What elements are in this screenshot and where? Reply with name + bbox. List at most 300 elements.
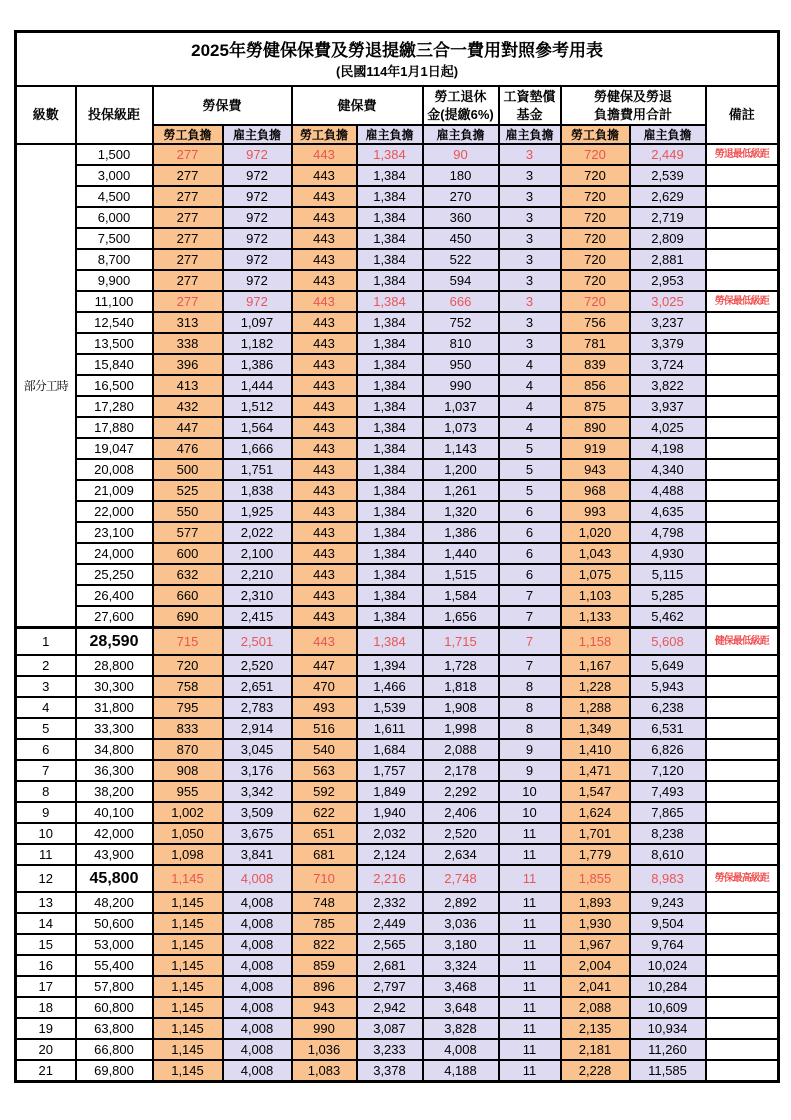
wage-fund-employer-cell: 8 [499,718,561,739]
total-employer-cell: 9,764 [630,934,706,955]
health-insurance-employee-cell: 443 [292,375,357,396]
labor-insurance-employer-cell: 972 [223,228,292,249]
table-row [16,207,779,228]
health-insurance-employer-cell: 1,384 [357,396,423,417]
remark-cell [706,892,779,913]
table-row [16,543,779,564]
health-insurance-employee-cell: 990 [292,1018,357,1039]
total-employer-cell: 9,243 [630,892,706,913]
health-insurance-employer-cell: 1,684 [357,739,423,760]
health-insurance-employee-cell: 822 [292,934,357,955]
pension-employer-cell: 1,440 [423,543,499,564]
subheader-health-employee: 勞工負擔 [292,125,357,144]
remark-cell [706,585,779,606]
health-insurance-employer-cell: 2,216 [357,865,423,892]
labor-insurance-employee-cell: 277 [153,228,223,249]
subheader-labor-employer: 雇主負擔 [223,125,292,144]
labor-insurance-employee-cell: 277 [153,249,223,270]
total-employee-cell: 2,135 [561,1018,630,1039]
table-row [16,228,779,249]
total-employer-cell: 11,585 [630,1060,706,1082]
remark-cell [706,976,779,997]
level-cell: 18 [16,997,76,1018]
table-row [16,438,779,459]
total-employee-cell: 1,893 [561,892,630,913]
labor-insurance-employee-cell: 720 [153,655,223,676]
labor-insurance-employer-cell: 972 [223,249,292,270]
table-row [16,802,779,823]
health-insurance-employee-cell: 443 [292,228,357,249]
bracket-cell: 6,000 [76,207,153,228]
health-insurance-employer-cell: 1,384 [357,228,423,249]
subheader-health-employer: 雇主負擔 [357,125,423,144]
wage-fund-employer-cell: 11 [499,1039,561,1060]
table-row [16,165,779,186]
wage-fund-employer-cell: 3 [499,312,561,333]
bracket-cell: 36,300 [76,760,153,781]
wage-fund-employer-cell: 8 [499,697,561,718]
health-insurance-employer-cell: 1,757 [357,760,423,781]
labor-insurance-employee-cell: 277 [153,270,223,291]
remark-cell [706,697,779,718]
pension-employer-cell: 360 [423,207,499,228]
wage-fund-employer-cell: 11 [499,892,561,913]
bracket-cell: 48,200 [76,892,153,913]
wage-fund-employer-cell: 7 [499,628,561,656]
table-row [16,480,779,501]
bracket-cell: 17,880 [76,417,153,438]
total-employer-cell: 5,649 [630,655,706,676]
total-employee-cell: 1,103 [561,585,630,606]
labor-insurance-employer-cell: 4,008 [223,955,292,976]
remark-cell [706,501,779,522]
total-employee-cell: 720 [561,228,630,249]
bracket-cell: 20,008 [76,459,153,480]
bracket-cell: 69,800 [76,1060,153,1082]
bracket-cell: 22,000 [76,501,153,522]
pension-employer-cell: 950 [423,354,499,375]
total-employer-cell: 4,798 [630,522,706,543]
wage-fund-employer-cell: 11 [499,955,561,976]
bracket-cell: 12,540 [76,312,153,333]
col-header-remark: 備註 [706,86,779,144]
pension-employer-cell: 1,818 [423,676,499,697]
labor-insurance-employer-cell: 972 [223,186,292,207]
total-employer-cell: 7,493 [630,781,706,802]
health-insurance-employer-cell: 1,384 [357,417,423,438]
health-insurance-employer-cell: 1,384 [357,438,423,459]
total-employee-cell: 1,779 [561,844,630,865]
labor-insurance-employer-cell: 4,008 [223,1039,292,1060]
labor-insurance-employer-cell: 1,925 [223,501,292,522]
labor-insurance-employee-cell: 690 [153,606,223,628]
total-employer-cell: 3,025 [630,291,706,312]
wage-fund-employer-cell: 5 [499,438,561,459]
bracket-cell: 40,100 [76,802,153,823]
remark-cell [706,564,779,585]
remark-cell [706,802,779,823]
remark-cell [706,760,779,781]
wage-fund-employer-cell: 3 [499,165,561,186]
total-employee-cell: 720 [561,144,630,165]
total-employer-cell: 10,024 [630,955,706,976]
wage-fund-employer-cell: 9 [499,760,561,781]
labor-insurance-employee-cell: 447 [153,417,223,438]
bracket-cell: 27,600 [76,606,153,628]
level-cell: 15 [16,934,76,955]
health-insurance-employee-cell: 443 [292,249,357,270]
labor-insurance-employee-cell: 277 [153,144,223,165]
wage-fund-employer-cell: 10 [499,802,561,823]
col-header-pension [423,86,499,125]
health-insurance-employee-cell: 443 [292,165,357,186]
labor-insurance-employee-cell: 1,145 [153,1018,223,1039]
health-insurance-employee-cell: 443 [292,396,357,417]
level-cell: 12 [16,865,76,892]
wage-fund-employer-cell: 9 [499,739,561,760]
table-row [16,354,779,375]
total-employer-cell: 5,285 [630,585,706,606]
total-employee-cell: 1,410 [561,739,630,760]
total-employer-cell: 3,379 [630,333,706,354]
labor-insurance-employee-cell: 396 [153,354,223,375]
bracket-cell: 28,590 [76,628,153,656]
pension-employer-cell: 270 [423,186,499,207]
pension-employer-cell: 3,036 [423,913,499,934]
total-employer-cell: 2,629 [630,186,706,207]
table-row [16,892,779,913]
total-employer-cell: 8,610 [630,844,706,865]
remark-cell [706,207,779,228]
wage-fund-employer-cell: 4 [499,375,561,396]
total-employee-cell: 1,349 [561,718,630,739]
labor-insurance-employer-cell: 4,008 [223,1018,292,1039]
level-cell: 1 [16,628,76,656]
bracket-cell: 13,500 [76,333,153,354]
health-insurance-employer-cell: 1,384 [357,186,423,207]
labor-insurance-employer-cell: 2,520 [223,655,292,676]
table-row [16,739,779,760]
remark-cell [706,459,779,480]
bracket-cell: 24,000 [76,543,153,564]
remark-cell [706,739,779,760]
table-row [16,976,779,997]
level-cell: 21 [16,1060,76,1082]
col-header-health-insurance: 健保費 [292,86,423,125]
health-insurance-employee-cell: 651 [292,823,357,844]
total-employer-cell: 6,531 [630,718,706,739]
remark-cell: 健保最低級距 [706,628,779,656]
labor-insurance-employee-cell: 432 [153,396,223,417]
health-insurance-employer-cell: 1,384 [357,459,423,480]
remark-cell [706,913,779,934]
wage-fund-employer-cell: 11 [499,1018,561,1039]
title-row [16,32,779,87]
bracket-cell: 50,600 [76,913,153,934]
health-insurance-employee-cell: 540 [292,739,357,760]
total-employer-cell: 9,504 [630,913,706,934]
subheader-total-employer: 雇主負擔 [630,125,706,144]
health-insurance-employer-cell: 1,384 [357,501,423,522]
labor-insurance-employee-cell: 955 [153,781,223,802]
col-header-level: 級數 [16,86,76,144]
health-insurance-employee-cell: 710 [292,865,357,892]
labor-insurance-employer-cell: 1,751 [223,459,292,480]
labor-insurance-employer-cell: 1,564 [223,417,292,438]
pension-employer-cell: 3,324 [423,955,499,976]
pension-employer-cell: 3,468 [423,976,499,997]
bracket-cell: 42,000 [76,823,153,844]
table-row [16,186,779,207]
labor-insurance-employer-cell: 4,008 [223,1060,292,1082]
labor-insurance-employer-cell: 2,783 [223,697,292,718]
total-employee-cell: 1,133 [561,606,630,628]
table-row [16,522,779,543]
table-row [16,934,779,955]
health-insurance-employer-cell: 2,681 [357,955,423,976]
table-body [16,144,779,1082]
level-cell: 10 [16,823,76,844]
pension-employer-cell: 3,180 [423,934,499,955]
labor-insurance-employee-cell: 525 [153,480,223,501]
level-cell: 3 [16,676,76,697]
health-insurance-employer-cell: 1,466 [357,676,423,697]
bracket-cell: 30,300 [76,676,153,697]
total-employee-cell: 919 [561,438,630,459]
wage-fund-employer-cell: 3 [499,333,561,354]
bracket-cell: 28,800 [76,655,153,676]
total-employee-cell: 720 [561,207,630,228]
remark-cell [706,844,779,865]
labor-insurance-employee-cell: 1,145 [153,892,223,913]
page-subtitle: (民國114年1月1日起) [336,64,459,80]
health-insurance-employer-cell: 1,384 [357,312,423,333]
total-employee-cell: 1,701 [561,823,630,844]
table-row [16,312,779,333]
labor-insurance-employee-cell: 550 [153,501,223,522]
subheader-labor-employee: 勞工負擔 [153,125,223,144]
health-insurance-employer-cell: 1,384 [357,354,423,375]
level-cell: 5 [16,718,76,739]
labor-insurance-employee-cell: 1,145 [153,976,223,997]
total-employee-cell: 1,547 [561,781,630,802]
total-employee-cell: 1,967 [561,934,630,955]
wage-fund-employer-cell: 3 [499,207,561,228]
bracket-cell: 63,800 [76,1018,153,1039]
bracket-cell: 60,800 [76,997,153,1018]
total-employer-cell: 6,826 [630,739,706,760]
total-employer-cell: 5,943 [630,676,706,697]
labor-insurance-employer-cell: 2,651 [223,676,292,697]
pension-line2: 金(提繳6%) [427,106,494,122]
bracket-cell: 57,800 [76,976,153,997]
bracket-cell: 21,009 [76,480,153,501]
bracket-cell: 45,800 [76,865,153,892]
fee-reference-table [14,30,780,1083]
table-row [16,249,779,270]
table-row [16,628,779,656]
health-insurance-employee-cell: 592 [292,781,357,802]
wage-fund-employer-cell: 11 [499,844,561,865]
total-employee-cell: 968 [561,480,630,501]
labor-insurance-employer-cell: 2,914 [223,718,292,739]
health-insurance-employee-cell: 443 [292,333,357,354]
table-row [16,585,779,606]
total-employee-cell: 856 [561,375,630,396]
bracket-cell: 16,500 [76,375,153,396]
labor-insurance-employer-cell: 3,841 [223,844,292,865]
health-insurance-employee-cell: 443 [292,186,357,207]
wage-fund-employer-cell: 7 [499,655,561,676]
labor-insurance-employer-cell: 2,501 [223,628,292,656]
labor-insurance-employee-cell: 313 [153,312,223,333]
remark-cell [706,312,779,333]
pension-employer-cell: 2,892 [423,892,499,913]
remark-cell: 勞保最低級距 [706,291,779,312]
labor-insurance-employee-cell: 1,098 [153,844,223,865]
health-insurance-employee-cell: 1,036 [292,1039,357,1060]
pension-employer-cell: 2,292 [423,781,499,802]
labor-insurance-employer-cell: 4,008 [223,913,292,934]
pension-employer-cell: 3,828 [423,1018,499,1039]
labor-insurance-employer-cell: 1,097 [223,312,292,333]
bracket-cell: 9,900 [76,270,153,291]
pension-employer-cell: 2,520 [423,823,499,844]
labor-insurance-employer-cell: 1,512 [223,396,292,417]
health-insurance-employer-cell: 1,384 [357,333,423,354]
pension-employer-cell: 1,143 [423,438,499,459]
bracket-cell: 55,400 [76,955,153,976]
total-employee-cell: 839 [561,354,630,375]
total-employer-cell: 6,238 [630,697,706,718]
total-employer-cell: 3,937 [630,396,706,417]
pension-employer-cell: 90 [423,144,499,165]
labor-insurance-employee-cell: 1,145 [153,1060,223,1082]
wage-fund-line1: 工資墊償 [503,88,556,104]
table-row [16,606,779,628]
bracket-cell: 31,800 [76,697,153,718]
table-row [16,1039,779,1060]
labor-insurance-employer-cell: 1,444 [223,375,292,396]
pension-employer-cell: 1,584 [423,585,499,606]
pension-employer-cell: 2,406 [423,802,499,823]
pension-employer-cell: 1,728 [423,655,499,676]
labor-insurance-employer-cell: 972 [223,270,292,291]
health-insurance-employee-cell: 443 [292,606,357,628]
pension-employer-cell: 180 [423,165,499,186]
remark-cell: 勞退最低級距 [706,144,779,165]
labor-insurance-employer-cell: 4,008 [223,934,292,955]
pension-employer-cell: 1,908 [423,697,499,718]
level-cell: 16 [16,955,76,976]
level-cell: 14 [16,913,76,934]
table-row [16,697,779,718]
labor-insurance-employee-cell: 1,145 [153,997,223,1018]
labor-insurance-employer-cell: 3,675 [223,823,292,844]
remark-cell: 勞保最高級距 [706,865,779,892]
remark-cell [706,249,779,270]
total-employee-cell: 2,181 [561,1039,630,1060]
health-insurance-employee-cell: 443 [292,144,357,165]
labor-insurance-employee-cell: 277 [153,291,223,312]
wage-fund-employer-cell: 11 [499,823,561,844]
table-row [16,1060,779,1082]
level-cell: 8 [16,781,76,802]
pension-employer-cell: 990 [423,375,499,396]
health-insurance-employee-cell: 443 [292,312,357,333]
bracket-cell: 38,200 [76,781,153,802]
labor-insurance-employee-cell: 1,145 [153,934,223,955]
level-cell: 4 [16,697,76,718]
total-employee-cell: 993 [561,501,630,522]
labor-insurance-employer-cell: 2,100 [223,543,292,564]
health-insurance-employee-cell: 681 [292,844,357,865]
health-insurance-employee-cell: 896 [292,976,357,997]
total-employer-cell: 5,608 [630,628,706,656]
pension-employer-cell: 1,073 [423,417,499,438]
total-employee-cell: 1,624 [561,802,630,823]
bracket-cell: 66,800 [76,1039,153,1060]
table-row [16,760,779,781]
health-insurance-employee-cell: 1,083 [292,1060,357,1082]
total-employer-cell: 2,539 [630,165,706,186]
remark-cell [706,354,779,375]
bracket-cell: 8,700 [76,249,153,270]
pension-employer-cell: 2,088 [423,739,499,760]
table-row [16,955,779,976]
health-insurance-employer-cell: 1,849 [357,781,423,802]
health-insurance-employee-cell: 443 [292,564,357,585]
total-employer-cell: 4,488 [630,480,706,501]
pension-employer-cell: 1,515 [423,564,499,585]
remark-cell [706,655,779,676]
health-insurance-employer-cell: 1,384 [357,543,423,564]
labor-insurance-employee-cell: 660 [153,585,223,606]
remark-cell [706,955,779,976]
health-insurance-employer-cell: 3,378 [357,1060,423,1082]
pension-employer-cell: 450 [423,228,499,249]
total-employer-cell: 7,120 [630,760,706,781]
remark-cell [706,781,779,802]
table-row [16,781,779,802]
health-insurance-employer-cell: 1,384 [357,564,423,585]
labor-insurance-employee-cell: 795 [153,697,223,718]
wage-fund-employer-cell: 7 [499,606,561,628]
table-row [16,718,779,739]
labor-insurance-employer-cell: 4,008 [223,997,292,1018]
table-row [16,501,779,522]
health-insurance-employer-cell: 1,539 [357,697,423,718]
subheader-total-employee: 勞工負擔 [561,125,630,144]
pension-employer-cell: 522 [423,249,499,270]
remark-cell [706,417,779,438]
health-insurance-employer-cell: 1,384 [357,270,423,291]
wage-fund-employer-cell: 6 [499,564,561,585]
labor-insurance-employee-cell: 870 [153,739,223,760]
remark-cell [706,543,779,564]
total-employee-cell: 720 [561,165,630,186]
remark-cell [706,676,779,697]
labor-insurance-employee-cell: 1,002 [153,802,223,823]
total-employer-cell: 3,724 [630,354,706,375]
labor-insurance-employer-cell: 1,838 [223,480,292,501]
total-employer-cell: 8,983 [630,865,706,892]
labor-insurance-employee-cell: 632 [153,564,223,585]
total-employer-cell: 2,809 [630,228,706,249]
labor-insurance-employee-cell: 277 [153,207,223,228]
labor-insurance-employer-cell: 972 [223,165,292,186]
health-insurance-employer-cell: 1,611 [357,718,423,739]
